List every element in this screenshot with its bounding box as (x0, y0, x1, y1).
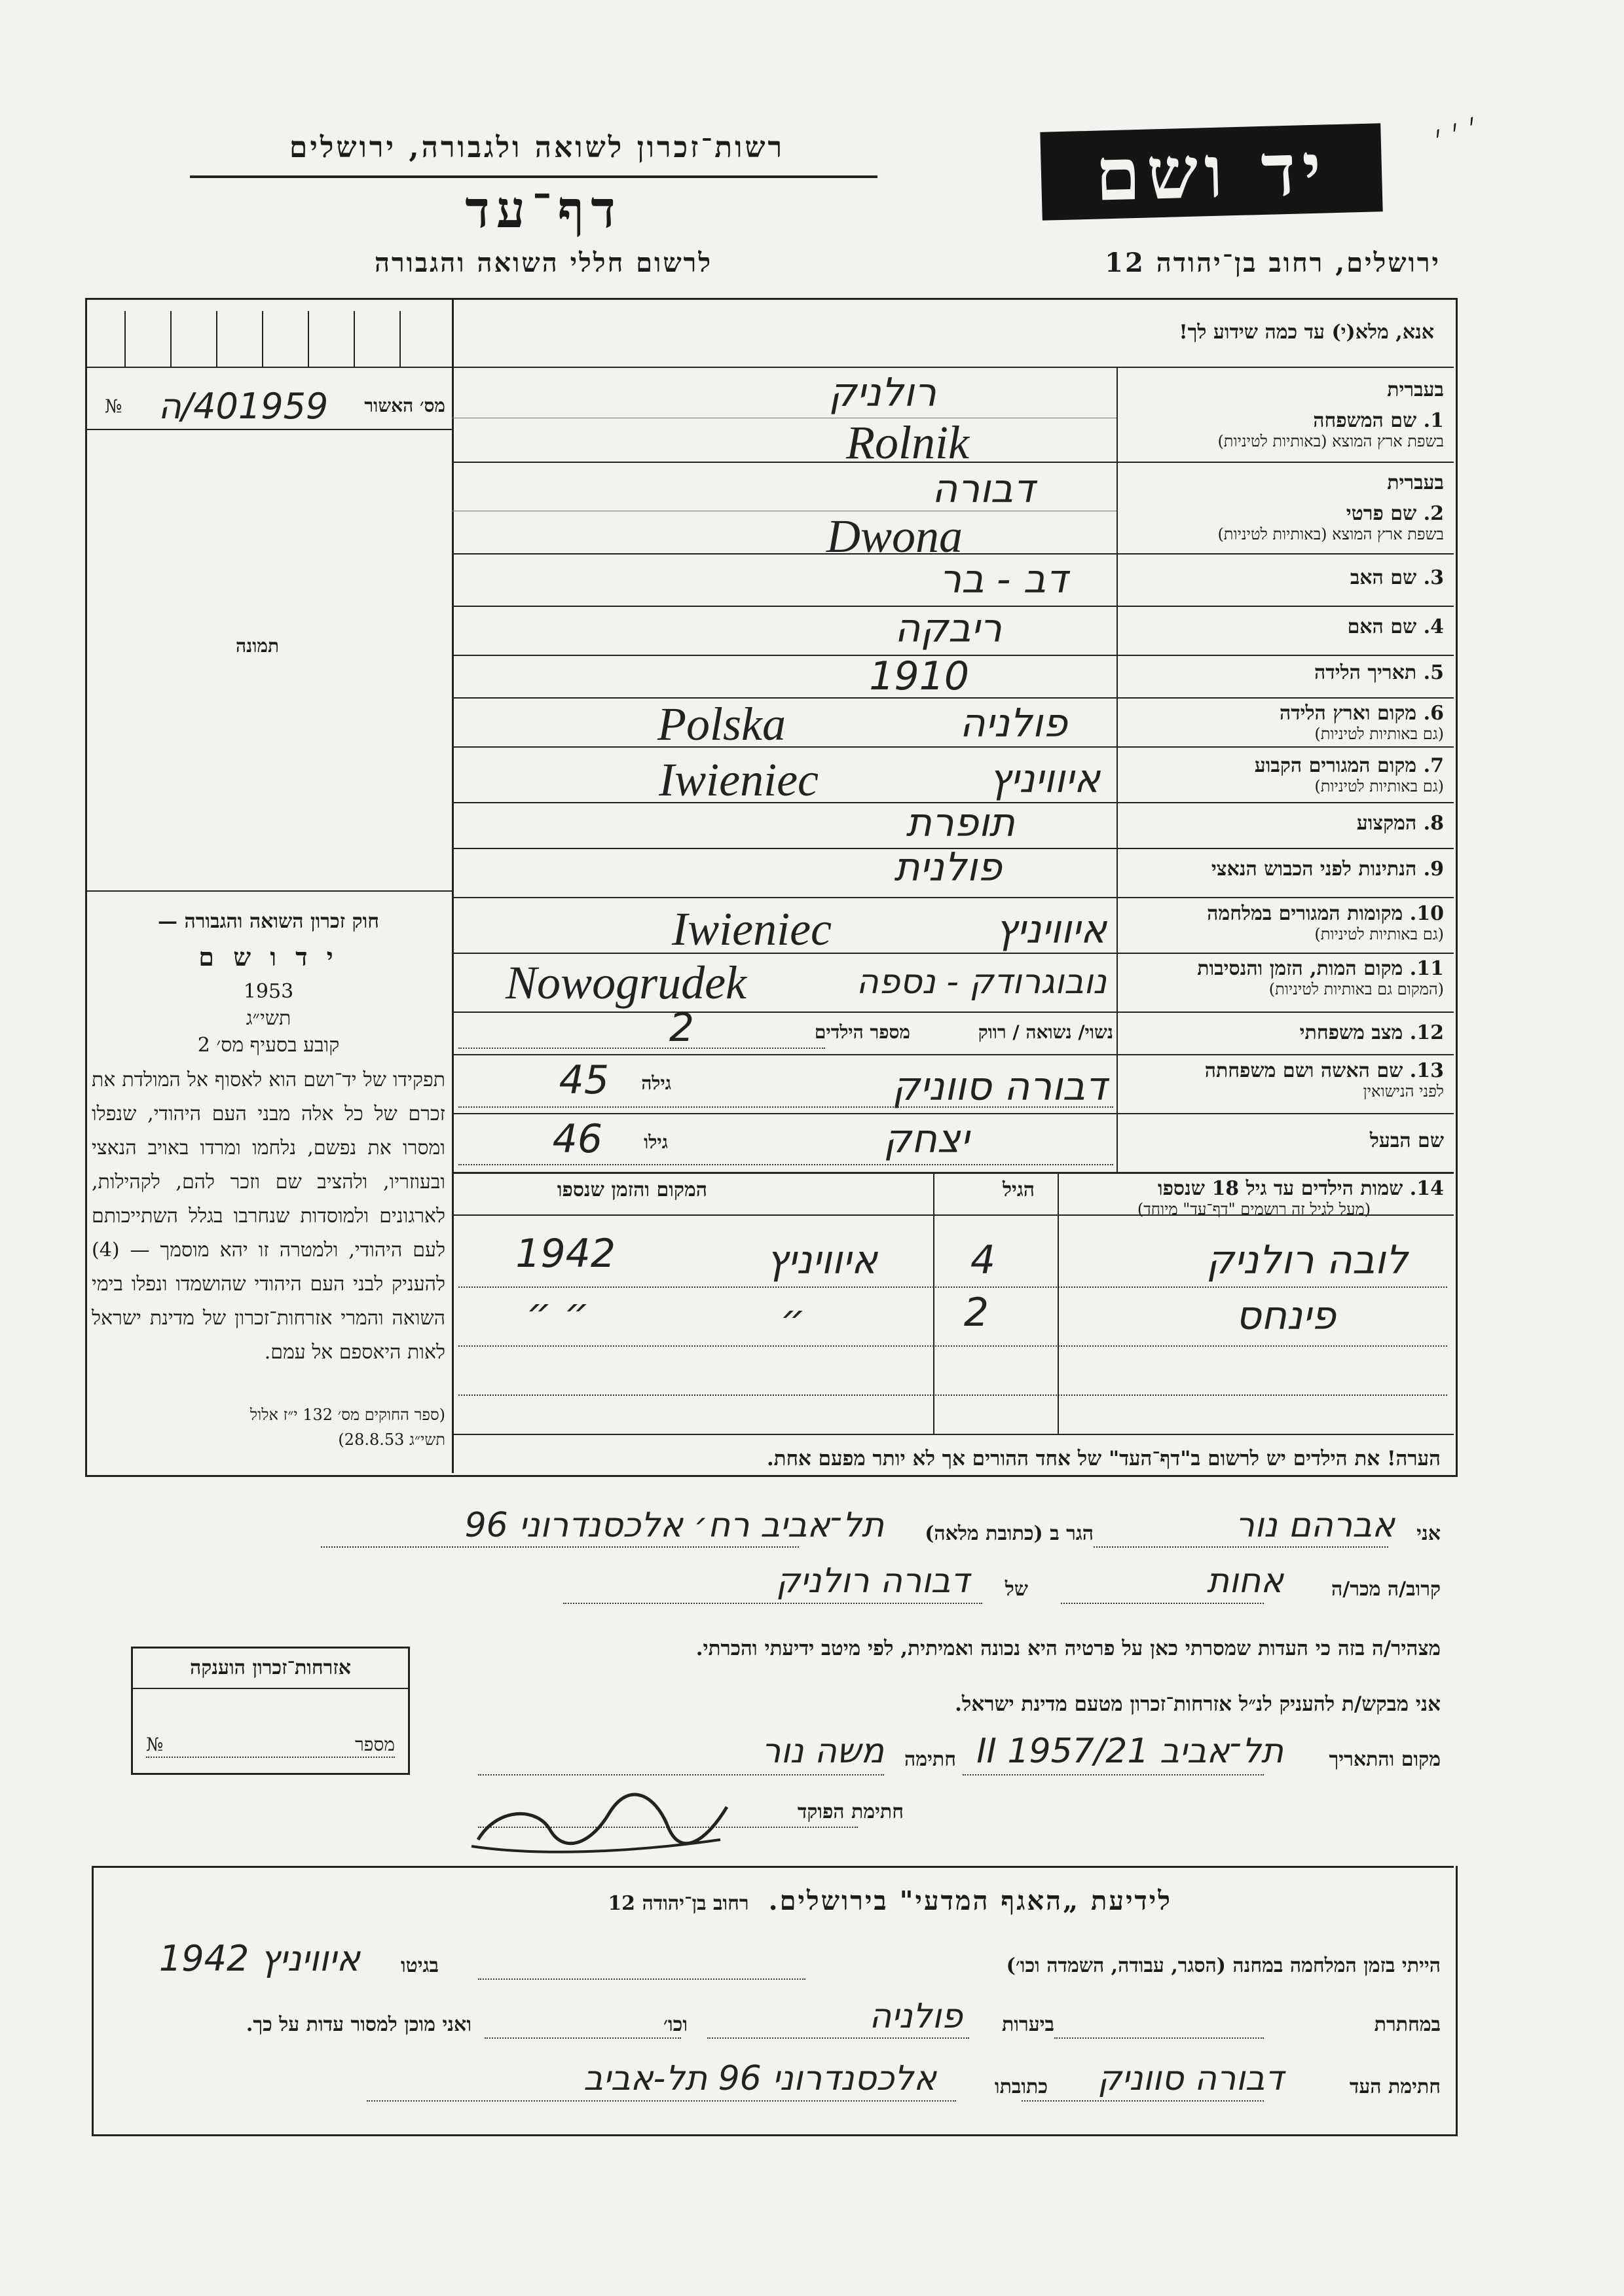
field-label: שם המשפחה (1313, 409, 1417, 432)
declaration-of-value: דבורה רולניק (776, 1561, 969, 1601)
death-place-latin: Nowogrudek (506, 957, 747, 1009)
first-name-latin: Dwona (826, 510, 963, 562)
child-name: לובה רולניק (1206, 1237, 1408, 1283)
field-war-residence: 10. מקומות המגורים במלחמה (גם באותיות לטיניות) (1207, 902, 1444, 943)
officer-signature-scribble (458, 1768, 733, 1859)
declaration-of-label: של (1005, 1578, 1028, 1601)
footer-forests-label: ביערות (1001, 2013, 1054, 2036)
field-residence: 7. מקום המגורים הקבוע (גם באותיות לטיניות) (1254, 754, 1444, 795)
field-mother-name: 4. שם האם (1347, 615, 1444, 638)
declaration-place-date: תל־אביב 21/II 1957 (976, 1732, 1283, 1771)
footer-title: לידיעת „האגף המדעי" בירושלים. (768, 1886, 1172, 1916)
law-box (92, 910, 445, 1452)
authority-title: רשות־זכרון לשואה ולגבורה, ירושלים (289, 131, 785, 164)
war-residence-latin: Iwieniec (672, 903, 832, 955)
footer-underground-label: במחתרת (1374, 2013, 1441, 2036)
first-name-hebrew: דבורה (932, 466, 1035, 512)
declaration-place-date-label: מקום והתאריך (1329, 1748, 1441, 1771)
field-wife-name: 13. שם האשה ושם משפחתה לפני הנישואין (1204, 1059, 1444, 1101)
field-family-name (1116, 378, 1444, 451)
declaration-address: תל־אביב רח׳ אלכסנדרוני 96 (464, 1506, 884, 1545)
residence-latin: Iwieniec (659, 754, 819, 806)
field-birth-place: 6. מקום וארץ הלידה (גם באותיות לטיניות) (1279, 702, 1444, 743)
left-column-divider (452, 298, 454, 1473)
law-heb-year: תשי״ג (246, 1007, 291, 1030)
law-title: חוק זכרון השואה והגבורה — (158, 910, 379, 933)
law-text: תפקידו של יד־ושם הוא לאסוף אל המולדת את זכרם של כל אלה מבני העם היהודי, שנפלו ומסרו את נפשם, נלחמו ומרדו באויב הנאצי ובעוזריו, ולהציב שם וזכר להם, לקהילות, לארגונים ולמוסדות שנחרבו בגלל השתייכותם לעם היהודי, ולמטרה זו יהא מוסמך — (4) להעניק לבני העם היהודי שהושמדו ונפלו בימי השואה והמרי אזרחות־זכרון של מדינת ישראל לאות היאספם אל עמם. (92, 1068, 445, 1364)
approval-no-mark: № (105, 395, 122, 417)
child-name: פינחס (1235, 1293, 1336, 1339)
husband-name-value: יצחק (883, 1116, 969, 1162)
children-count-label: מספר הילדים (814, 1021, 910, 1043)
citizenship-box (131, 1647, 410, 1775)
field-birth-date: 5. תאריך הלידה (1314, 661, 1444, 684)
footer-signature-label: חתימת העד (1349, 2075, 1441, 2098)
citizenship-number-label: מספר (355, 1734, 395, 1755)
footer-ghetto-label: בגיטו (400, 1954, 439, 1977)
footer-ghetto-value: איוויניץ 1942 (158, 1938, 360, 1979)
husband-age-label: גילו (644, 1131, 668, 1153)
father-name-value: דב - בר (939, 556, 1067, 602)
officer-signature-label: חתימת הפוקד (797, 1800, 904, 1823)
mother-name-value: ריבקה (895, 606, 1002, 651)
footer-address-value: אלכסנדרוני 96 תל-אביב (583, 2059, 936, 2098)
wife-age-label: גילה (641, 1072, 671, 1094)
child-place: איוויניץ (766, 1237, 877, 1283)
death-place-hebrew: נובוגרודק - נספה (856, 962, 1107, 1002)
footer-forests-value: פולניה (869, 1997, 963, 2036)
children-table-header: 14. שמות הילדים עד גיל 18 שנספו (מעל לגיל זה רושמים "דף־עד" מיוחד) (1137, 1177, 1444, 1218)
child-age: 2 (963, 1290, 989, 1336)
birth-place-hebrew: פולניה (959, 701, 1067, 746)
field-death-place: 11. מקום המות, הזמן והנסיבות (המקום גם באותיות לטיניות) (1197, 957, 1444, 998)
yad-vashem-logo: יד ושם (1040, 123, 1382, 221)
wife-age-value: 45 (559, 1057, 609, 1103)
field-father-name: 3. שם האב (1350, 566, 1444, 589)
birth-date-value: 1910 (869, 653, 969, 699)
form-title: דף־עד (465, 180, 622, 240)
declaration-living-label: הגר ב (כתובת מלאה) (925, 1522, 1094, 1545)
citizenship-value: פולנית (894, 845, 1002, 890)
declaration-signature: משה נור (761, 1732, 884, 1771)
approval-number-field (105, 386, 445, 426)
law-ref: (ספר החוקים מס׳ 132 י״ז אלול תשי״ג 28.8.53) (249, 1406, 445, 1449)
war-residence-hebrew: איוויניץ (995, 907, 1107, 953)
birth-place-latin: Polska (657, 698, 786, 750)
profession-value: תופרת (906, 800, 1015, 846)
footer-line1-start: הייתי בזמן המלחמה במחנה (הסגר, עבודה, השמדה וכו׳) (1006, 1954, 1441, 1977)
married-label: נשוי/ נשואה / רווק (978, 1021, 1113, 1043)
footer-title-row (608, 1886, 1172, 1916)
residence-hebrew: איוויניץ (989, 756, 1100, 802)
field-lang-top: בעברית (1387, 378, 1444, 401)
declaration-statement: מצהיר/ה בזה כי העדות שמסרתי כאן על פרטיה היא נכונה ואמיתית, לפי מיטב ידיעתי והכרתי. (695, 1637, 1441, 1660)
child-year: 1942 (515, 1231, 616, 1277)
field-marital-status: 12. מצב משפחתי (1299, 1021, 1444, 1044)
law-year: 1953 (243, 980, 294, 1003)
footer-address: רחוב בן־יהודה 12 (608, 1892, 749, 1915)
field-citizenship: 9. הנתינות לפני הכבוש הנאצי (1211, 858, 1444, 881)
family-name-hebrew: רולניק (828, 370, 936, 416)
law-section: קובע בסעיף מס׳ 2 (197, 1034, 340, 1057)
citizenship-no-mark: № (146, 1734, 164, 1755)
address: ירושלים, רחוב בן־יהודה 12 (1105, 247, 1441, 278)
family-name-latin: Rolnik (846, 416, 969, 469)
law-logo: י ד ו ש ם (198, 942, 339, 972)
footer-signature-value: דבורה סווניק (1098, 2059, 1283, 2098)
child-age: 4 (970, 1237, 995, 1283)
declaration-relative-label: קרוב/ה מכר/ה (1331, 1578, 1441, 1601)
citizenship-title: אזרחות־זכרון הוענקה (189, 1656, 352, 1679)
child-year: ״ ״ (526, 1290, 589, 1336)
husband-age-value: 46 (552, 1116, 602, 1162)
children-place-header: המקום והזמן שנספו (557, 1178, 707, 1201)
declaration-name: אברהם נור (1235, 1506, 1395, 1545)
form-subtitle: לרשום חללי השואה והגבורה (374, 247, 713, 278)
declaration-request: אני מבקש/ת להעניק לנ״ל אזרחות־זכרון מטעם מדינת ישראל. (955, 1692, 1441, 1716)
field-husband-name: שם הבעל (1369, 1129, 1444, 1152)
declaration-i-label: אני (1416, 1522, 1441, 1545)
approval-label: מס׳ האשור (364, 395, 445, 416)
wife-name-value: דבורה סווניק (892, 1064, 1107, 1110)
footer-testimony-end: ואני מוכן למסור עדות על כך. (246, 2013, 471, 2036)
field-profession: 8. המקצוע (1356, 812, 1444, 835)
approval-value: 401959/ה (158, 385, 329, 427)
field-num: 1. (1423, 409, 1444, 432)
declaration-signature-label: חתימה (904, 1748, 956, 1771)
note-text: הערה! את הילדים יש לרשום ב"דף־העד" של אחד ההורים אך לא יותר מפעם אחת. (766, 1447, 1441, 1470)
declaration-relative-value: אחות (1206, 1561, 1283, 1601)
children-age-header: הגיל (1002, 1178, 1035, 1201)
instruction-row-line (452, 367, 1454, 368)
office-cells (85, 298, 452, 367)
children-count-value: 2 (669, 1005, 694, 1051)
photo-label: תמונה (236, 635, 280, 657)
footer-address-label: כתובתו (994, 2075, 1048, 2098)
header-underline (190, 175, 877, 178)
field-sub: בשפת ארץ המוצא (באותיות לטיניות) (1217, 432, 1444, 450)
instruction-text: אנא, מלא(י) עד כמה שידוע לך! (1179, 321, 1434, 344)
child-place: ״ (780, 1296, 805, 1342)
field-label: שם פרטי (1346, 502, 1417, 525)
corner-marks: ׳ ׳ ׳ (1429, 105, 1483, 156)
field-first-name: בעברית 2. שם פרטי בשפת ארץ המוצא (באותיות לטיניות) (1217, 471, 1444, 543)
footer-etc-label: וכו׳ (663, 2013, 688, 2036)
